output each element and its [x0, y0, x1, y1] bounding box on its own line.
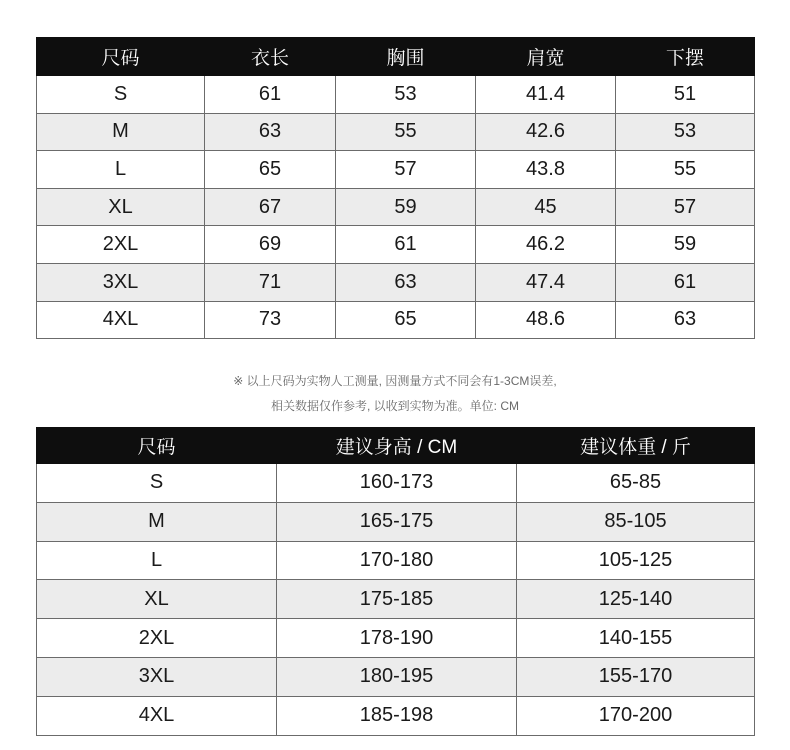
table-row — [37, 226, 755, 264]
header-weight: 建议体重 / 斤 — [517, 428, 755, 464]
cell-height: 165-175 — [277, 502, 517, 541]
cell-length: 69 — [205, 226, 336, 264]
cell-hem: 57 — [616, 188, 755, 226]
header-chest: 胸围 — [336, 38, 476, 76]
cell-size: 3XL — [37, 657, 277, 696]
table-row — [37, 188, 755, 226]
table-row — [37, 113, 755, 151]
cell-chest: 57 — [336, 151, 476, 189]
cell-size: XL — [37, 580, 277, 619]
cell-height: 160-173 — [277, 464, 517, 503]
cell-chest: 59 — [336, 188, 476, 226]
header-length: 衣长 — [205, 38, 336, 76]
cell-shoulder: 45 — [476, 188, 616, 226]
cell-size: L — [37, 541, 277, 580]
cell-weight: 85-105 — [517, 502, 755, 541]
cell-shoulder: 46.2 — [476, 226, 616, 264]
cell-shoulder: 43.8 — [476, 151, 616, 189]
table-row — [37, 76, 755, 114]
header-size: 尺码 — [37, 428, 277, 464]
table-row — [37, 657, 755, 696]
header-size: 尺码 — [37, 38, 205, 76]
cell-size: M — [37, 113, 205, 151]
cell-height: 185-198 — [277, 696, 517, 735]
table-row — [37, 696, 755, 735]
size-chart-table — [36, 37, 755, 339]
cell-height: 178-190 — [277, 619, 517, 658]
cell-size: 3XL — [37, 263, 205, 301]
cell-length: 73 — [205, 301, 336, 339]
recommended-header-row — [37, 428, 755, 464]
cell-chest: 65 — [336, 301, 476, 339]
table-row — [37, 541, 755, 580]
cell-chest: 61 — [336, 226, 476, 264]
size-chart-header-row — [37, 38, 755, 76]
cell-height: 180-195 — [277, 657, 517, 696]
cell-hem: 63 — [616, 301, 755, 339]
table-row — [37, 301, 755, 339]
cell-hem: 51 — [616, 76, 755, 114]
cell-chest: 55 — [336, 113, 476, 151]
table-row — [37, 151, 755, 189]
cell-size: 4XL — [37, 696, 277, 735]
measurement-note-line-2: 相关数据仅作参考, 以收到实物为准。单位: CM — [271, 399, 519, 413]
cell-hem: 55 — [616, 151, 755, 189]
cell-size: 2XL — [37, 226, 205, 264]
table-row — [37, 619, 755, 658]
cell-length: 67 — [205, 188, 336, 226]
cell-length: 71 — [205, 263, 336, 301]
cell-size: L — [37, 151, 205, 189]
cell-size: XL — [37, 188, 205, 226]
cell-size: S — [37, 464, 277, 503]
measurement-note-line-1: ※ 以上尺码为实物人工测量, 因测量方式不同会有1-3CM误差, — [233, 374, 557, 388]
cell-shoulder: 47.4 — [476, 263, 616, 301]
cell-weight: 140-155 — [517, 619, 755, 658]
table-row — [37, 502, 755, 541]
cell-hem: 59 — [616, 226, 755, 264]
header-hem: 下摆 — [616, 38, 755, 76]
cell-height: 170-180 — [277, 541, 517, 580]
cell-hem: 53 — [616, 113, 755, 151]
cell-weight: 105-125 — [517, 541, 755, 580]
cell-length: 65 — [205, 151, 336, 189]
cell-length: 61 — [205, 76, 336, 114]
cell-weight: 125-140 — [517, 580, 755, 619]
cell-size: M — [37, 502, 277, 541]
header-shoulder: 肩宽 — [476, 38, 616, 76]
header-height: 建议身高 / CM — [277, 428, 517, 464]
cell-size: 4XL — [37, 301, 205, 339]
table-row — [37, 464, 755, 503]
table-row — [37, 263, 755, 301]
recommended-size-table — [36, 427, 755, 736]
cell-size: 2XL — [37, 619, 277, 658]
cell-chest: 53 — [336, 76, 476, 114]
cell-shoulder: 41.4 — [476, 76, 616, 114]
cell-height: 175-185 — [277, 580, 517, 619]
cell-shoulder: 48.6 — [476, 301, 616, 339]
cell-length: 63 — [205, 113, 336, 151]
cell-weight: 170-200 — [517, 696, 755, 735]
table-row — [37, 580, 755, 619]
cell-size: S — [37, 76, 205, 114]
cell-hem: 61 — [616, 263, 755, 301]
cell-weight: 65-85 — [517, 464, 755, 503]
cell-weight: 155-170 — [517, 657, 755, 696]
cell-shoulder: 42.6 — [476, 113, 616, 151]
cell-chest: 63 — [336, 263, 476, 301]
